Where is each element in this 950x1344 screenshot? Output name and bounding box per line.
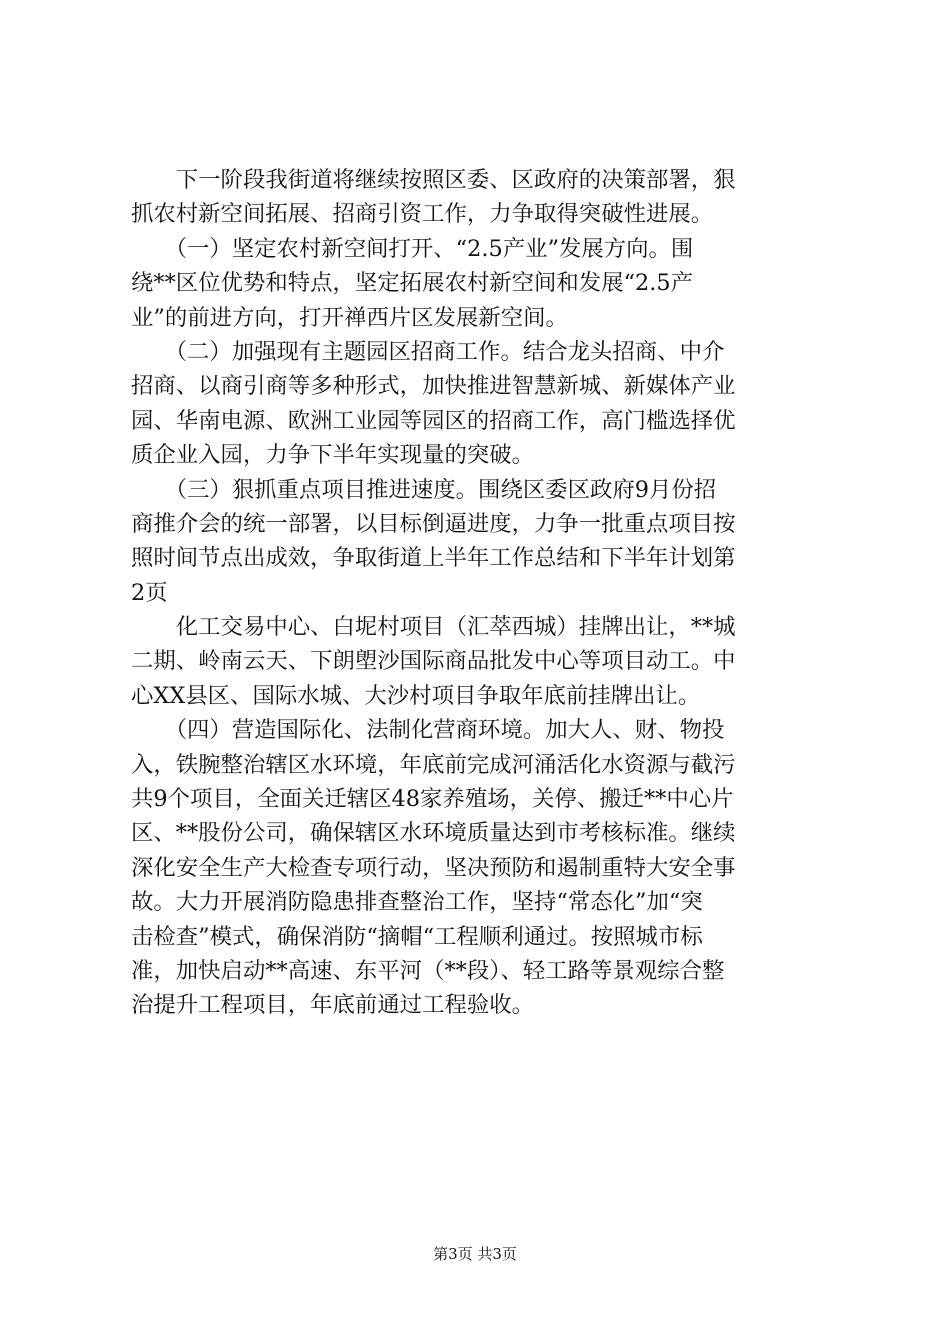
text-line: 下一阶段我街道将继续按照区委、区政府的决策部署，狠 [131, 167, 736, 193]
text-line: 入，铁腕整治辖区水环境，年底前完成河涌活化水资源与截污 [131, 751, 736, 778]
text-line: （三）狠抓重点项目推进速度。围绕区委区政府9月份招 [131, 476, 717, 503]
text-line: （四）营造国际化、法制化营商环境。加大人、财、物投 [131, 717, 725, 744]
page-number-footer: 第3页 共3页 [433, 1245, 517, 1263]
text-line: 招商、以商引商等多种形式，加快推进智慧新城、新媒体产业 [131, 373, 736, 400]
text-line: （二）加强现有主题园区招商工作。结合龙头招商、中介 [131, 338, 725, 365]
text-line: （一）坚定农村新空间打开、“2.5产业”发展方向。围 [131, 235, 694, 262]
text-line: 治提升工程项目，年底前通过工程验收。 [131, 992, 535, 1019]
text-line: 共9个项目，全面关迁辖区48家养殖场，关停、搬迁**中心片 [131, 786, 734, 813]
text-line: 抓农村新空间拓展、招商引资工作，力争取得突破性进展。 [131, 201, 714, 228]
text-line: 照时间节点出成效，争取街道上半年工作总结和下半年计划第 [131, 545, 736, 572]
text-line: 故。大力开展消防隐患排查整治工作，坚持“常态化”加“突 [131, 889, 703, 916]
text-line: 准，加快启动**高速、东平河（**段）、轻工路等景观综合整 [131, 957, 725, 984]
text-line: 深化安全生产大检查专项行动，坚决预防和遏制重特大安全事 [131, 854, 736, 881]
text-line: 2页 [131, 579, 168, 606]
text-line: 绕**区位优势和特点，坚定拓展农村新空间和发展“2.5产 [131, 270, 694, 297]
text-line: 心XX县区、国际水城、大沙村项目争取年底前挂牌出让。 [131, 682, 701, 709]
document-body [131, 163, 821, 1023]
text-line: 业”的前进方向，打开禅西片区发展新空间。 [131, 304, 568, 331]
text-line: 质企业入园，力争下半年实现量的突破。 [131, 442, 535, 469]
text-line: 击检查”模式，确保消防“摘帽“工程顺利通过。按照城市标 [131, 923, 703, 950]
text-line: 化工交易中心、白坭村项目（汇萃西城）挂牌出让，**城 [131, 614, 736, 641]
text-line: 区、**股份公司，确保辖区水环境质量达到市考核标准。继续 [131, 820, 736, 847]
text-line: 二期、岭南云天、下朗塱沙国际商品批发中心等项目动工。中 [131, 648, 736, 675]
text-line: 商推介会的统一部署，以目标倒逼进度，力争一批重点项目按 [131, 510, 736, 537]
text-line: 园、华南电源、欧洲工业园等园区的招商工作，高门槛选择优 [131, 407, 736, 434]
